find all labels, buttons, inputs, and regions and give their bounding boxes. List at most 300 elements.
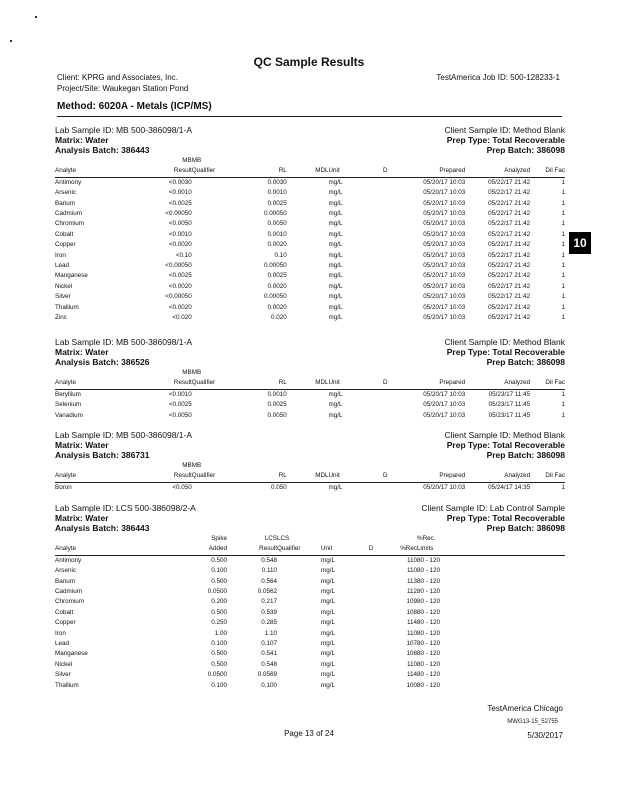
- table-cell: 05/20/17 10:03: [423, 262, 466, 270]
- table-cell: 05/24/17 14:35: [488, 483, 531, 491]
- table-cell: 0.0562: [257, 588, 277, 596]
- table-cell: [192, 303, 245, 313]
- table-cell: 0.0500: [207, 671, 227, 679]
- table-cell: Barium: [55, 199, 75, 207]
- table-cell: 0.0025: [267, 401, 287, 409]
- table-cell: mg/L: [328, 178, 343, 186]
- table-cell: Manganese: [55, 650, 88, 658]
- table-cell: mg/L: [321, 608, 335, 616]
- table-cell: 0.0010: [267, 230, 287, 238]
- table-cell: Selenium: [55, 401, 82, 409]
- table-cell: Manganese: [55, 272, 88, 280]
- table-cell: 05/20/17 10:03: [423, 483, 466, 491]
- table-cell: <0.0025: [168, 401, 192, 409]
- lab-sample-id: Lab Sample ID: MB 500-386098/1-A: [55, 125, 193, 135]
- column-header: Result: [136, 471, 192, 482]
- table-row: [55, 282, 565, 292]
- table-cell: [375, 261, 396, 271]
- table-cell: Thallium: [55, 681, 79, 689]
- table-cell: [375, 282, 396, 292]
- table-cell: mg/L: [328, 230, 343, 238]
- table-cell: 05/22/17 21:42: [488, 251, 531, 259]
- table-cell: [361, 597, 381, 607]
- table-cell: 110: [406, 660, 417, 668]
- table-cell: 80 - 120: [417, 577, 441, 585]
- table-cell: 80 - 120: [417, 660, 441, 668]
- column-header: Analyzed: [465, 471, 530, 482]
- table-row: [55, 199, 565, 209]
- table-cell: [287, 411, 329, 421]
- column-header: Prepared: [396, 378, 466, 389]
- table-cell: Copper: [55, 619, 76, 627]
- table-cell: [287, 251, 329, 261]
- column-header-top: Spike: [211, 535, 227, 542]
- table-cell: 0.0050: [267, 411, 287, 419]
- table-cell: [277, 566, 321, 576]
- table-cell: 05/20/17 10:03: [423, 178, 466, 186]
- table-cell: 113: [406, 577, 417, 585]
- page-number: Page 13 of 24: [284, 729, 334, 738]
- results-table: [55, 461, 565, 493]
- table-cell: Boron: [55, 483, 72, 491]
- table-cell: 05/22/17 21:42: [488, 303, 531, 311]
- table-cell: Arsenic: [55, 567, 76, 575]
- table-cell: [192, 292, 245, 302]
- table-cell: 0.200: [211, 598, 227, 606]
- table-cell: 1: [561, 483, 565, 491]
- column-header-top: LCS: [277, 535, 290, 542]
- table-row: [55, 219, 565, 229]
- table-row: [55, 303, 565, 313]
- table-cell: Nickel: [55, 282, 73, 290]
- table-cell: [361, 670, 381, 680]
- table-cell: Copper: [55, 241, 76, 249]
- prep-type: Prep Type: Total Recoverable: [446, 513, 565, 523]
- mb-header: MB: [191, 369, 202, 376]
- table-cell: [277, 608, 321, 618]
- job-id: TestAmerica Job ID: 500-128233-1: [436, 73, 560, 82]
- table-cell: <0.0020: [168, 241, 192, 249]
- table-cell: Beryllium: [55, 390, 81, 398]
- table-cell: mg/L: [328, 262, 343, 270]
- column-header-row: [55, 471, 565, 482]
- table-cell: 80 - 120: [417, 671, 441, 679]
- table-cell: [375, 209, 396, 219]
- table-cell: [277, 577, 321, 587]
- table-cell: 05/20/17 10:03: [423, 189, 466, 197]
- column-header: Dil Fac: [530, 378, 565, 389]
- table-cell: [375, 177, 396, 188]
- table-cell: 05/22/17 21:42: [488, 241, 531, 249]
- method-heading: Method: 6020A - Metals (ICP/MS): [57, 101, 212, 112]
- table-cell: [361, 577, 381, 587]
- table-cell: [287, 292, 329, 302]
- table-cell: 05/22/17 21:42: [488, 272, 531, 280]
- table-cell: mg/L: [321, 671, 335, 679]
- table-cell: 110: [406, 567, 417, 575]
- mb-header: MB: [191, 157, 202, 164]
- table-cell: 0.217: [261, 598, 277, 606]
- prep-batch: Prep Batch: 386098: [486, 523, 565, 533]
- table-cell: 0.0020: [267, 282, 287, 290]
- table-cell: 0.500: [211, 577, 227, 585]
- table-cell: 0.548: [261, 556, 277, 564]
- table-cell: [287, 240, 329, 250]
- table-cell: 05/20/17 10:03: [423, 314, 466, 322]
- table-row: [55, 608, 565, 618]
- table-cell: [361, 566, 381, 576]
- table-cell: [192, 251, 245, 261]
- table-row: [55, 618, 565, 628]
- matrix: Matrix: Water: [55, 135, 109, 145]
- table-cell: 0.0010: [267, 189, 287, 197]
- table-cell: 0.0025: [267, 272, 287, 280]
- table-cell: 1: [561, 251, 565, 259]
- table-cell: 05/22/17 21:42: [488, 282, 531, 290]
- table-cell: 05/20/17 10:03: [423, 199, 466, 207]
- column-header: MDL: [287, 471, 329, 482]
- table-cell: 80 - 120: [417, 608, 441, 616]
- table-cell: [361, 629, 381, 639]
- table-row: [55, 629, 565, 639]
- table-cell: <0.00050: [165, 262, 192, 270]
- table-cell: 0.0050: [267, 220, 287, 228]
- table-cell: 05/20/17 10:03: [423, 220, 466, 228]
- table-cell: <0.0025: [168, 199, 192, 207]
- table-cell: 05/20/17 10:03: [423, 210, 466, 218]
- table-row: [55, 389, 565, 400]
- mb-header: MB: [182, 462, 192, 469]
- table-cell: 0.00050: [264, 262, 287, 270]
- table-cell: 0.0025: [267, 199, 287, 207]
- table-cell: 80 - 120: [417, 556, 441, 564]
- table-cell: 1: [561, 282, 565, 290]
- table-cell: 05/20/17 10:03: [423, 241, 466, 249]
- table-row: [55, 660, 565, 670]
- table-cell: [287, 219, 329, 229]
- table-cell: [287, 261, 329, 271]
- column-header: D: [375, 378, 396, 389]
- table-cell: <0.10: [175, 251, 192, 259]
- column-header-top: %Rec.: [417, 535, 436, 542]
- client-sample-id: Client Sample ID: Method Blank: [444, 125, 565, 135]
- table-cell: mg/L: [321, 567, 335, 575]
- mb-header: MB: [182, 369, 192, 376]
- column-header: Unit: [321, 544, 361, 555]
- table-cell: 1: [561, 199, 565, 207]
- table-cell: 0.100: [211, 567, 227, 575]
- table-cell: 108: [406, 650, 417, 658]
- table-cell: [361, 618, 381, 628]
- table-cell: 1: [561, 390, 565, 398]
- table-cell: [192, 240, 245, 250]
- column-header: %Rec: [381, 544, 417, 555]
- table-cell: 0.100: [261, 681, 277, 689]
- table-cell: mg/L: [321, 577, 335, 585]
- lab-sample-id: Lab Sample ID: MB 500-386098/1-A: [55, 337, 193, 347]
- table-cell: 1: [561, 241, 565, 249]
- section-tab-badge: 10: [569, 232, 591, 254]
- table-cell: [361, 555, 381, 566]
- table-cell: [192, 230, 245, 240]
- table-cell: 05/20/17 10:03: [423, 411, 466, 419]
- table-cell: 0.0569: [257, 671, 277, 679]
- table-cell: mg/L: [328, 251, 343, 259]
- table-cell: [375, 482, 396, 493]
- table-cell: [277, 670, 321, 680]
- table-cell: [287, 188, 329, 198]
- table-cell: 0.500: [211, 556, 227, 564]
- table-cell: [375, 303, 396, 313]
- table-cell: mg/L: [328, 303, 343, 311]
- table-cell: 1: [561, 262, 565, 270]
- table-cell: 0.564: [261, 577, 277, 585]
- table-cell: 05/23/17 11:45: [488, 411, 531, 419]
- table-cell: Cadmium: [55, 588, 82, 596]
- table-row: [55, 251, 565, 261]
- table-cell: 0.00050: [264, 293, 287, 301]
- table-cell: [287, 313, 329, 323]
- table-cell: mg/L: [321, 681, 335, 689]
- table-cell: [277, 629, 321, 639]
- client-sample-id: Client Sample ID: Lab Control Sample: [421, 503, 565, 513]
- table-cell: 05/22/17 21:42: [488, 210, 531, 218]
- table-cell: [192, 261, 245, 271]
- table-row: [55, 566, 565, 576]
- table-cell: 05/22/17 21:42: [488, 199, 531, 207]
- prep-batch: Prep Batch: 386098: [486, 357, 565, 367]
- table-cell: Thallium: [55, 303, 79, 311]
- table-cell: 1: [561, 411, 565, 419]
- table-cell: [192, 313, 245, 323]
- column-header: Qualifier: [277, 544, 321, 555]
- table-cell: Antimony: [55, 178, 82, 186]
- mb-header: MB: [191, 462, 202, 469]
- column-header: MDL: [287, 166, 329, 177]
- table-cell: mg/L: [321, 629, 335, 637]
- table-cell: mg/L: [321, 640, 335, 648]
- table-cell: 05/20/17 10:03: [423, 390, 466, 398]
- analysis-batch: Analysis Batch: 386731: [55, 450, 150, 460]
- table-cell: 80 - 120: [417, 619, 441, 627]
- table-row: [55, 639, 565, 649]
- table-cell: 05/20/17 10:03: [423, 282, 466, 290]
- table-cell: Zinc: [55, 314, 67, 322]
- table-cell: 108: [406, 608, 417, 616]
- table-cell: mg/L: [328, 314, 343, 322]
- table-cell: mg/L: [321, 650, 335, 658]
- table-cell: 0.500: [211, 660, 227, 668]
- table-cell: Cobalt: [55, 608, 74, 616]
- table-cell: 110: [406, 629, 417, 637]
- table-cell: 80 - 120: [417, 629, 441, 637]
- column-header: Analyzed: [465, 166, 530, 177]
- table-cell: 1.00: [214, 629, 227, 637]
- table-cell: [192, 219, 245, 229]
- table-cell: 112: [406, 588, 417, 596]
- table-cell: 05/20/17 10:03: [423, 293, 466, 301]
- table-cell: [277, 649, 321, 659]
- table-cell: [287, 271, 329, 281]
- table-cell: 05/22/17 21:42: [488, 314, 531, 322]
- table-cell: [287, 199, 329, 209]
- table-cell: <0.0050: [168, 220, 192, 228]
- table-row: [55, 313, 565, 323]
- table-cell: mg/L: [328, 220, 343, 228]
- table-cell: 0.500: [211, 650, 227, 658]
- table-cell: [192, 177, 245, 188]
- prep-batch: Prep Batch: 386098: [486, 145, 565, 155]
- table-cell: 0.110: [261, 567, 277, 575]
- table-cell: 0.10: [274, 251, 287, 259]
- document-code: MWG13-15_52755: [507, 719, 558, 725]
- table-cell: [192, 209, 245, 219]
- table-cell: [361, 587, 381, 597]
- table-cell: [277, 587, 321, 597]
- column-header-row: [55, 544, 565, 555]
- prep-batch: Prep Batch: 386098: [486, 450, 565, 460]
- lab-name-footer: TestAmerica Chicago: [487, 704, 563, 713]
- table-cell: 0.285: [261, 619, 277, 627]
- matrix: Matrix: Water: [55, 347, 109, 357]
- table-cell: 1: [561, 230, 565, 238]
- table-cell: [361, 649, 381, 659]
- project-site: Project/Site: Waukegan Station Pond: [57, 84, 189, 93]
- table-cell: mg/L: [321, 556, 335, 564]
- table-cell: [192, 282, 245, 292]
- table-cell: <0.0010: [168, 189, 192, 197]
- table-cell: mg/L: [321, 619, 335, 627]
- table-row: [55, 400, 565, 410]
- column-header: Unit: [329, 378, 375, 389]
- table-cell: <0.0025: [168, 272, 192, 280]
- table-row: [55, 292, 565, 302]
- table-cell: mg/L: [328, 390, 343, 398]
- matrix: Matrix: Water: [55, 440, 109, 450]
- column-header: Qualifier: [192, 166, 245, 177]
- table-cell: <0.0050: [168, 411, 192, 419]
- table-cell: 0.500: [211, 608, 227, 616]
- table-cell: <0.00050: [165, 293, 192, 301]
- table-cell: 05/23/17 11:45: [488, 401, 531, 409]
- table-cell: 0.0030: [267, 178, 287, 186]
- table-cell: [375, 411, 396, 421]
- table-row: [55, 240, 565, 250]
- table-cell: 80 - 120: [417, 640, 441, 648]
- table-cell: 0.0020: [267, 241, 287, 249]
- table-cell: [375, 271, 396, 281]
- table-cell: [287, 482, 329, 493]
- table-cell: mg/L: [328, 241, 343, 249]
- table-cell: [277, 660, 321, 670]
- table-cell: [375, 313, 396, 323]
- table-cell: [375, 188, 396, 198]
- table-cell: mg/L: [328, 282, 343, 290]
- column-header: MDL: [287, 378, 329, 389]
- table-cell: [375, 219, 396, 229]
- table-row: [55, 649, 565, 659]
- table-cell: 05/22/17 21:42: [488, 189, 531, 197]
- table-cell: 05/22/17 21:42: [488, 230, 531, 238]
- table-cell: 0.107: [261, 640, 277, 648]
- table-cell: 1: [561, 303, 565, 311]
- table-cell: [375, 230, 396, 240]
- column-header-row: [55, 166, 565, 177]
- column-header: D: [361, 544, 381, 555]
- table-cell: mg/L: [321, 598, 335, 606]
- table-cell: [192, 411, 245, 421]
- table-row: [55, 597, 565, 607]
- table-cell: Vanadium: [55, 411, 83, 419]
- lab-sample-id: Lab Sample ID: MB 500-386098/1-A: [55, 430, 193, 440]
- analysis-batch: Analysis Batch: 386443: [55, 523, 150, 533]
- table-cell: [277, 639, 321, 649]
- prep-type: Prep Type: Total Recoverable: [446, 440, 565, 450]
- table-cell: 0.0500: [207, 588, 227, 596]
- table-cell: 1: [561, 210, 565, 218]
- column-header: Analyte: [55, 378, 136, 389]
- table-cell: [192, 188, 245, 198]
- table-cell: mg/L: [328, 210, 343, 218]
- column-header: Qualifier: [192, 471, 245, 482]
- table-cell: Silver: [55, 671, 71, 679]
- table-cell: 1: [561, 178, 565, 186]
- table-cell: <0.0030: [168, 178, 192, 186]
- table-cell: [192, 482, 245, 493]
- table-cell: [277, 681, 321, 691]
- table-cell: Silver: [55, 293, 71, 301]
- column-header: Result: [227, 544, 277, 555]
- table-cell: [375, 389, 396, 400]
- table-cell: [287, 389, 329, 400]
- results-table: [55, 368, 565, 421]
- table-cell: 110: [406, 556, 417, 564]
- column-header: Analyte: [55, 544, 175, 555]
- table-cell: Barium: [55, 577, 75, 585]
- column-header: Dil Fac: [530, 166, 565, 177]
- prep-type: Prep Type: Total Recoverable: [446, 135, 565, 145]
- table-cell: 1: [561, 293, 565, 301]
- column-header: Result: [136, 378, 192, 389]
- table-cell: 05/22/17 21:42: [488, 178, 531, 186]
- table-cell: [361, 681, 381, 691]
- table-cell: 0.548: [261, 660, 277, 668]
- table-cell: 80 - 120: [417, 598, 441, 606]
- table-cell: 114: [406, 671, 417, 679]
- table-cell: 05/20/17 10:03: [423, 251, 466, 259]
- table-cell: [287, 209, 329, 219]
- table-cell: 1: [561, 220, 565, 228]
- table-cell: [287, 230, 329, 240]
- table-cell: [375, 400, 396, 410]
- table-cell: 1: [561, 314, 565, 322]
- analysis-batch: Analysis Batch: 386526: [55, 357, 150, 367]
- table-cell: 05/20/17 10:03: [423, 303, 466, 311]
- table-cell: [375, 199, 396, 209]
- table-cell: 114: [406, 619, 417, 627]
- column-header: D: [375, 471, 396, 482]
- results-table: [55, 156, 565, 324]
- table-cell: 0.100: [211, 640, 227, 648]
- table-cell: 1: [561, 272, 565, 280]
- table-cell: 80 - 120: [417, 681, 441, 689]
- table-cell: Nickel: [55, 660, 73, 668]
- table-cell: mg/L: [321, 588, 335, 596]
- column-header: Dil Fac: [530, 471, 565, 482]
- table-cell: [375, 240, 396, 250]
- column-header: Result: [136, 166, 192, 177]
- client-name: Client: KPRG and Associates, Inc.: [57, 73, 178, 82]
